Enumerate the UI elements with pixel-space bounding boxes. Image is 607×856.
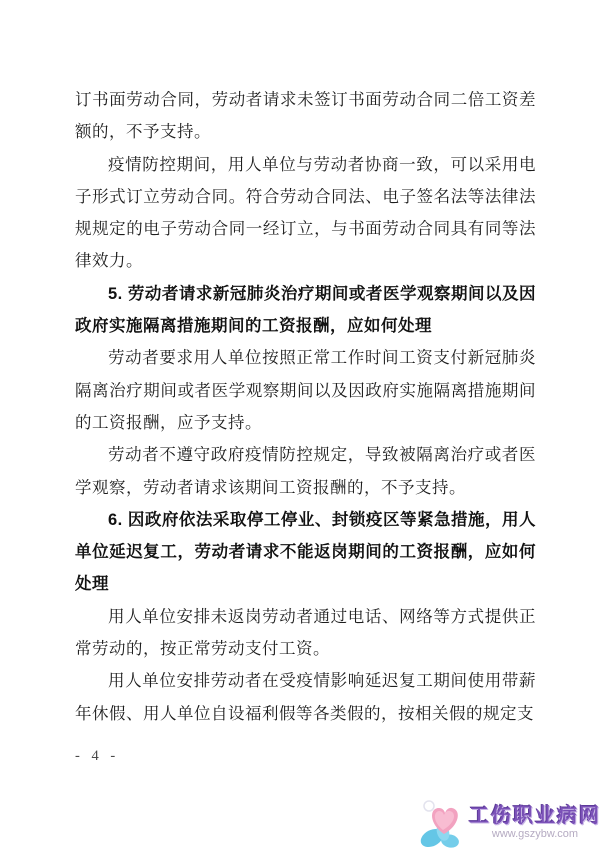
watermark-site-url: www.gszybw.com [491,828,579,840]
paragraph-quarantine-pay-support: 劳动者要求用人单位按照正常工作时间工资支付新冠肺炎隔离治疗期间或者医学观察期间以及因政府实施隔离措施期间的工资报酬，应予支持。 [75,348,536,432]
paragraph-annual-leave: 用人单位安排劳动者在受疫情影响延迟复工期间使用带薪年休假、用人单位自设福利假等各类假的，按相关假的规定支 [75,671,536,723]
page-footer [75,748,119,765]
page-number: - 4 - [75,748,120,764]
section-5-heading: 5. 劳动者请求新冠肺炎治疗期间或者医学观察期间以及因政府实施隔离措施期间的工资报酬，应如何处理 [75,284,536,336]
paragraph-electronic-contract: 疫情防控期间，用人单位与劳动者协商一致，可以采用电子形式订立劳动合同。符合劳动合同法、电子签名法等法律法规规定的电子劳动合同一经订立，与书面劳动合同具有同等法律效力。 [75,154,536,271]
paragraph-remote-work-pay: 用人单位安排未返岗劳动者通过电话、网络等方式提供正常劳动的，按正常劳动支付工资。 [75,606,536,659]
paragraph-noncompliance-no-support: 劳动者不遵守政府疫情防控规定，导致被隔离治疗或者医学观察，劳动者请求该期间工资报酬的，不予支持。 [75,445,536,497]
section-6-heading: 6. 因政府依法采取停工停业、封锁疫区等紧急措施，用人单位延迟复工，劳动者请求不能返岗期间的工资报酬，应如何处理 [75,510,536,594]
watermark-site-name: 工伤职业病网 [469,805,601,827]
paragraph-continuation: 订书面劳动合同，劳动者请求未签订书面劳动合同二倍工资差额的，不予支持。 [75,90,536,142]
site-watermark [419,794,601,852]
butterfly-heart-logo-icon [419,794,467,852]
document-body [75,84,536,730]
watermark-text-block [469,805,601,841]
